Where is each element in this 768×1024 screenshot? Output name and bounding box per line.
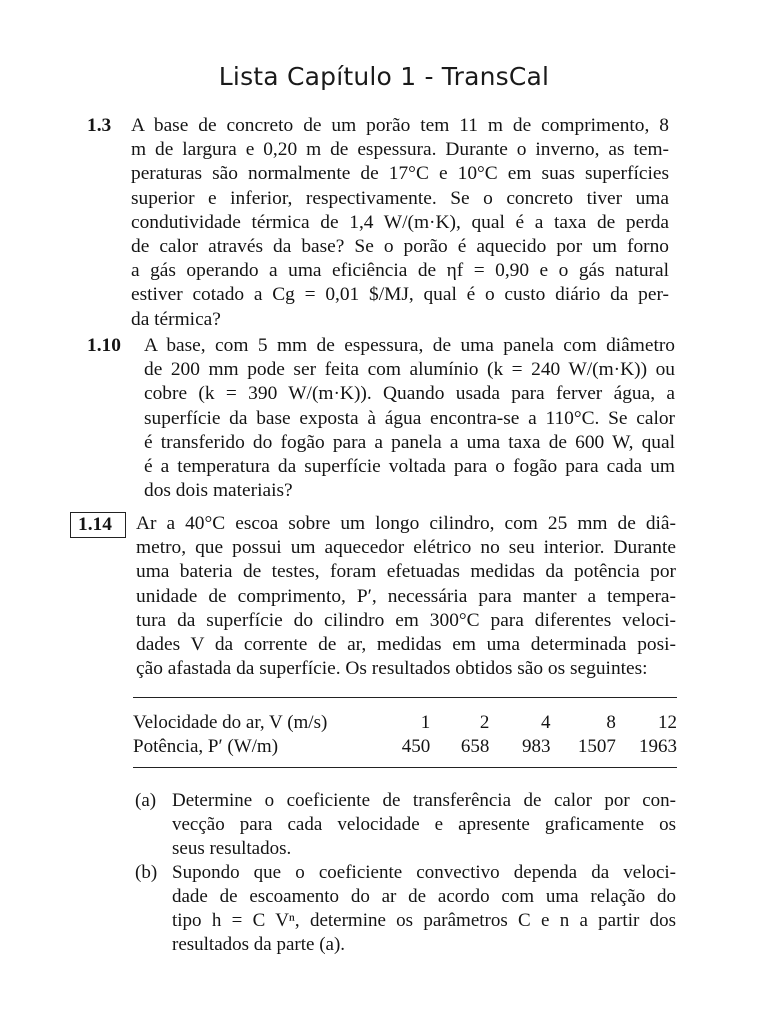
text-line: superfície da base exposta à água encontra-se a 110°C. Se calor bbox=[144, 407, 675, 429]
table-cell: 12 bbox=[658, 712, 677, 733]
text-line: é transferido do fogão para a panela a uma taxa de 600 W, qual bbox=[144, 431, 675, 453]
text-line: uma bateria de testes, foram efetuadas medidas da potência por bbox=[136, 561, 676, 583]
text-line: ção afastada da superfície. Os resultados obtidos são os seguintes: bbox=[136, 658, 648, 680]
text-line: cobre (k = 390 W/(m·K)). Quando usada para ferver água, a bbox=[144, 383, 675, 405]
text-line: vecção para cada velocidade e apresente graficamente os bbox=[172, 814, 676, 835]
text-line: A base de concreto de um porão tem 11 m de comprimento, 8 bbox=[131, 115, 669, 136]
text-line: é a temperatura da superfície voltada para o fogão para cada um bbox=[144, 455, 675, 477]
table-cell: 1 bbox=[420, 712, 431, 733]
text-line: estiver cotado a Cg = 0,01 $/MJ, qual é o custo diário da per- bbox=[131, 284, 669, 306]
subitem-text bbox=[172, 861, 676, 957]
text-line: condutividade térmica de 1,4 W/(m·K), qual é a taxa de perda bbox=[131, 211, 669, 233]
text-line: da térmica? bbox=[131, 308, 221, 330]
row-label: Potência, P′ (W/m) bbox=[133, 736, 279, 757]
text-line: dade de escoamento do ar de acordo com uma relação do bbox=[172, 886, 676, 907]
subitem-tag: (a) bbox=[135, 790, 157, 811]
page-title: Lista Capítulo 1 - TransCal bbox=[218, 62, 550, 91]
table-cell: 658 bbox=[460, 736, 490, 757]
table-cell: 983 bbox=[521, 736, 551, 757]
text-line: resultados da parte (a). bbox=[172, 934, 346, 955]
problem-text bbox=[131, 114, 669, 332]
text-line: A base, com 5 mm de espessura, de uma panela com diâmetro bbox=[144, 335, 675, 356]
subitem-tag: (b) bbox=[135, 862, 158, 883]
table-cell: 1963 bbox=[639, 736, 677, 757]
text-line: peraturas são normalmente de 17°C e 10°C em suas superfícies bbox=[131, 163, 669, 185]
text-line: de calor através da base? Se o porão é aquecido por um forno bbox=[131, 235, 669, 257]
text-line: superior e inferior, respectivamente. Se o concreto tiver uma bbox=[131, 187, 669, 209]
text-line: Determine o coeficiente de transferência de calor por con- bbox=[172, 790, 676, 811]
text-line: Ar a 40°C escoa sobre um longo cilindro, com 25 mm de diâ- bbox=[136, 513, 676, 534]
problem-number: 1.3 bbox=[87, 115, 112, 136]
problem-text bbox=[136, 512, 676, 681]
problem-number: 1.10 bbox=[87, 335, 121, 356]
table-row bbox=[133, 711, 677, 735]
text-line: m de largura e 0,20 m de espessura. Durante o inverno, as tem- bbox=[131, 139, 669, 161]
text-line: de 200 mm pode ser feita com alumínio (k = 240 W/(m·K)) ou bbox=[144, 359, 675, 381]
table-cell: 2 bbox=[479, 712, 490, 733]
row-label: Velocidade do ar, V (m/s) bbox=[133, 712, 328, 733]
text-line: dos dois materiais? bbox=[144, 480, 293, 502]
text-line: seus resultados. bbox=[172, 838, 292, 859]
text-line: a gás operando a uma eficiência de ηf = 0,90 e o gás natural bbox=[131, 260, 669, 282]
text-line: tura da superfície do cilindro em 300°C para diferentes veloci- bbox=[136, 609, 676, 631]
text-line: metro, que possui um aquecedor elétrico no seu interior. Durante bbox=[136, 537, 676, 559]
subitem-text bbox=[172, 789, 676, 861]
text-line: unidade de comprimento, P′, necessária para manter a tempera- bbox=[136, 585, 676, 607]
problem-number: 1.14 bbox=[78, 514, 112, 535]
table-cell: 4 bbox=[540, 712, 551, 733]
text-line: dades V da corrente de ar, medidas em uma determinada posi- bbox=[136, 633, 676, 655]
table-cell: 1507 bbox=[577, 736, 616, 757]
table-row bbox=[133, 735, 677, 759]
text-line: tipo h = C Vⁿ, determine os parâmetros C e n a partir dos bbox=[172, 910, 676, 931]
table-cell: 8 bbox=[606, 712, 616, 733]
table-cell: 450 bbox=[401, 736, 431, 757]
text-line: Supondo que o coeficiente convectivo dependa da veloci- bbox=[172, 862, 676, 883]
problem-text bbox=[144, 334, 675, 503]
data-table bbox=[133, 697, 677, 768]
